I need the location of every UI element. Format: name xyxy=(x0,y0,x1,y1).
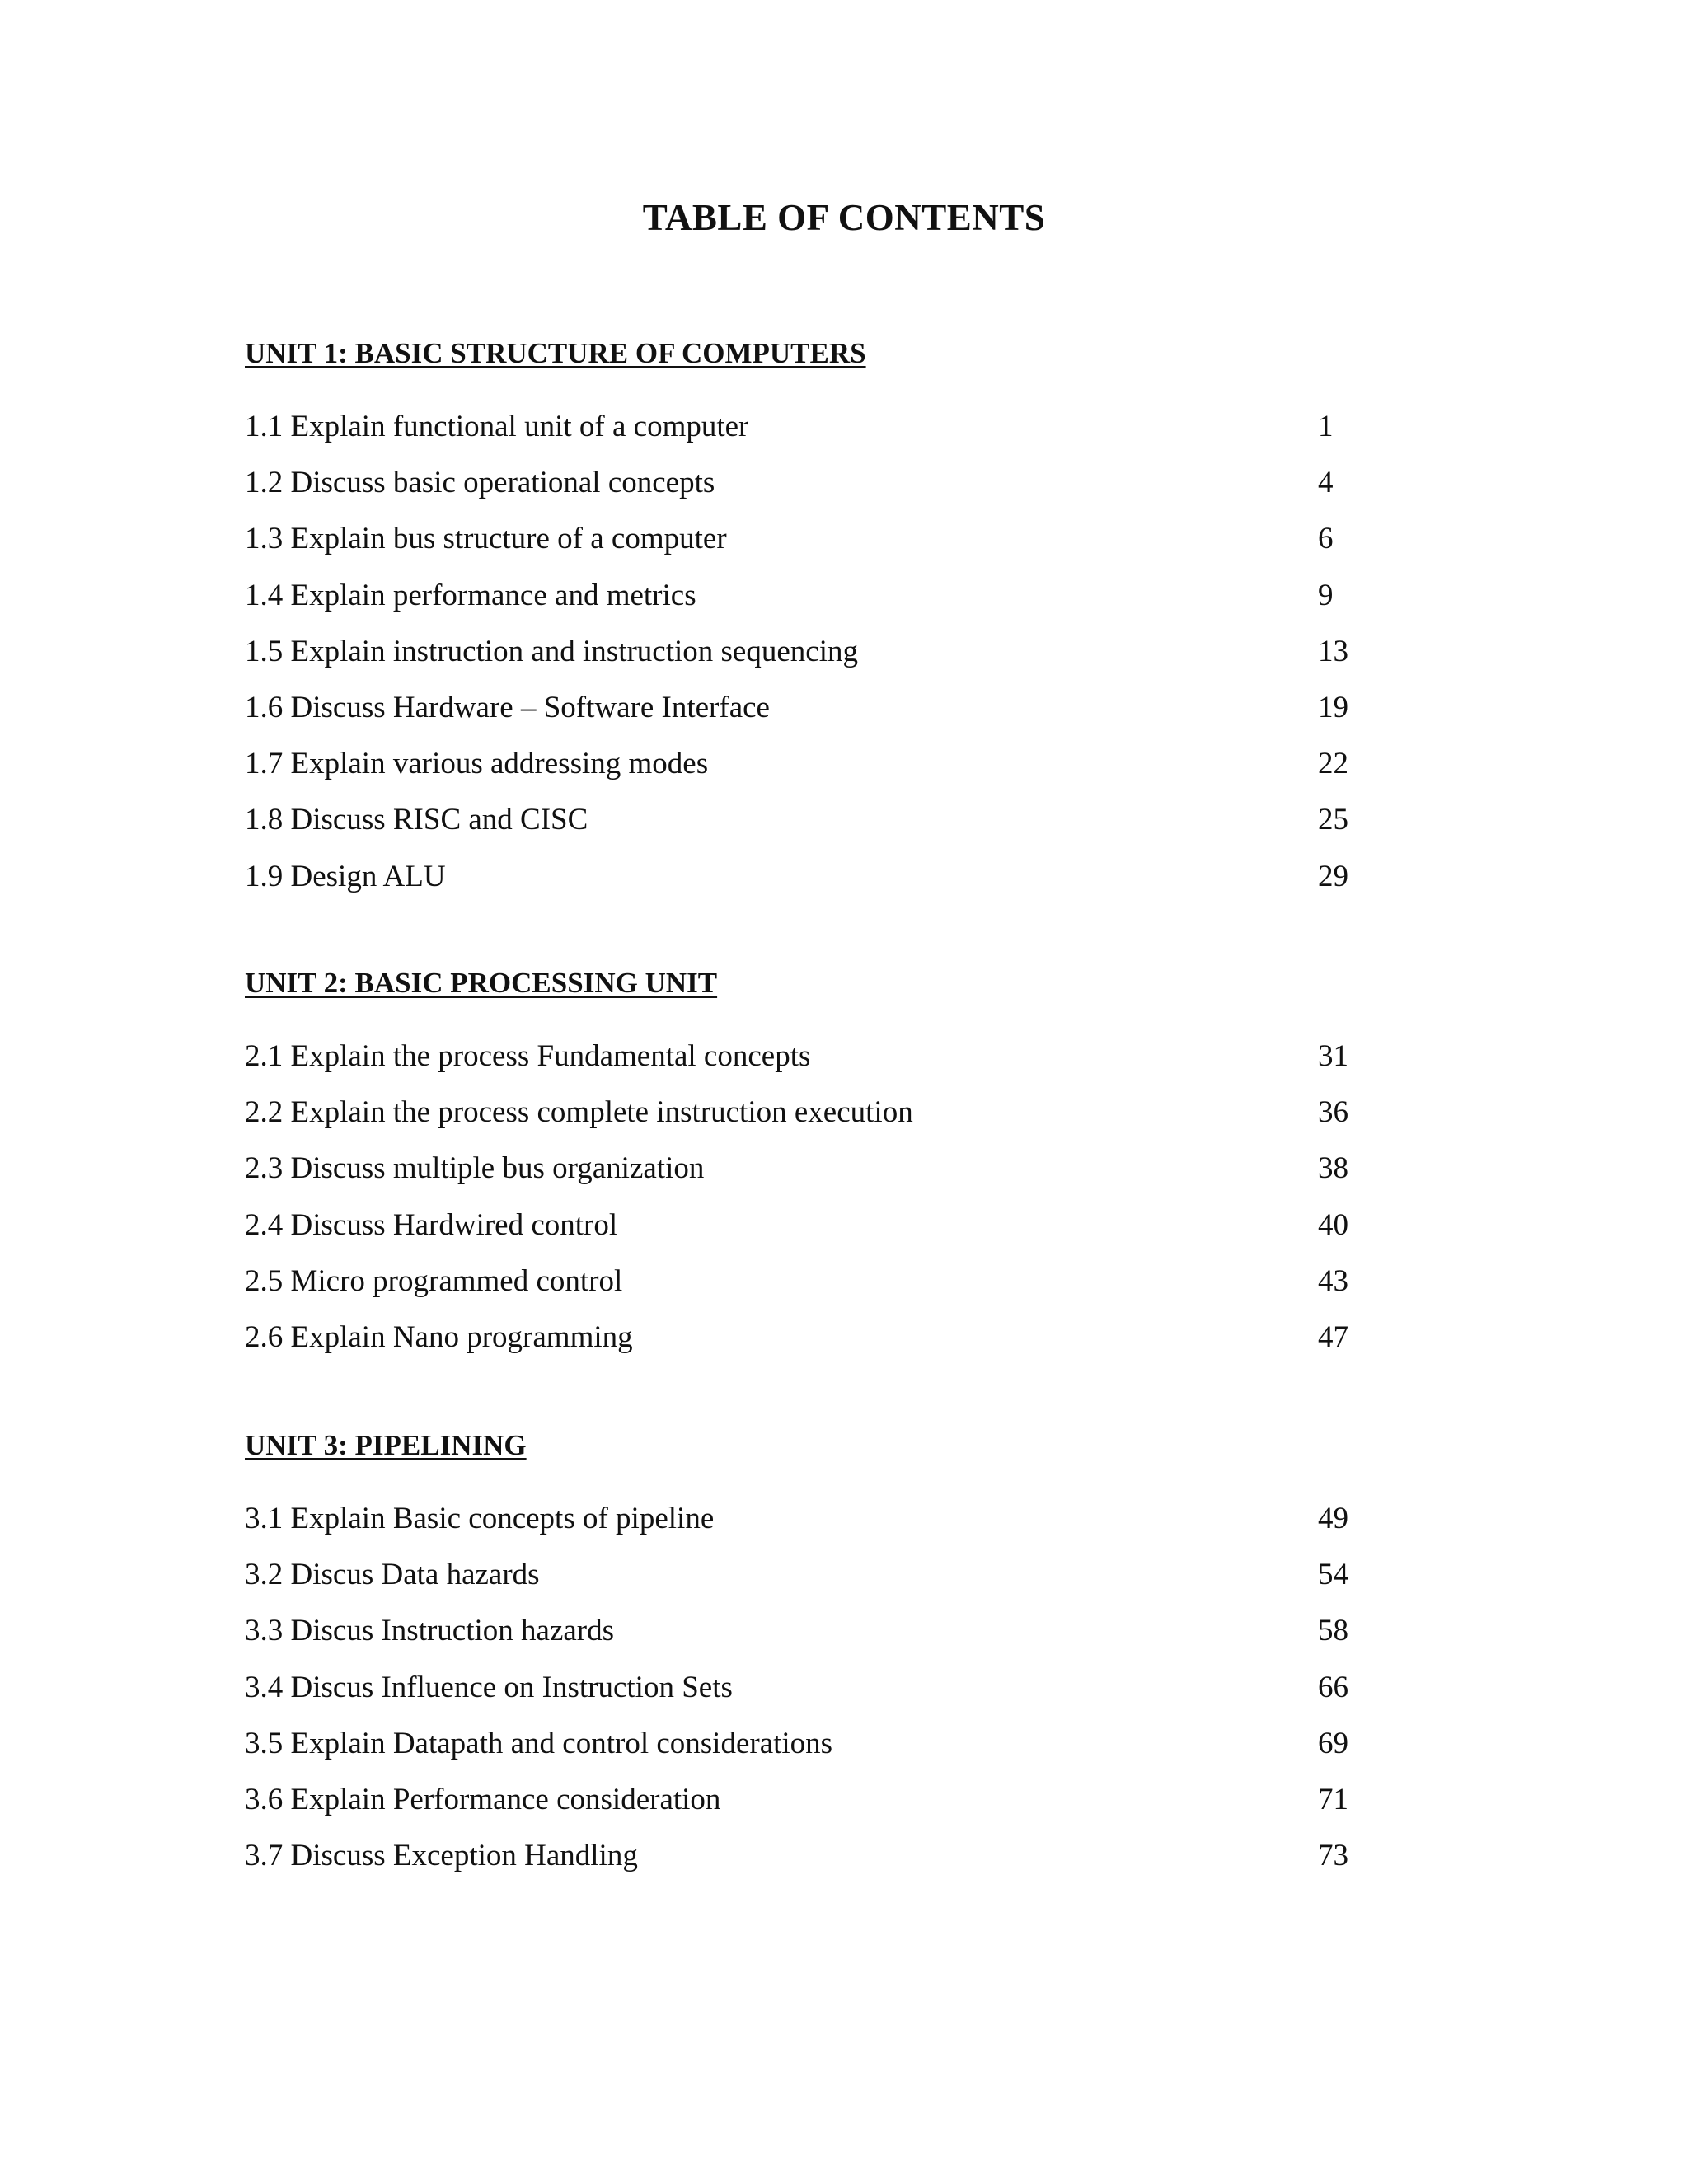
toc-entry-title: 1.7 Explain various addressing modes xyxy=(245,747,709,781)
toc-entry-page: 6 xyxy=(1318,522,1334,556)
toc-entry[interactable] xyxy=(245,511,1399,567)
toc-entry-title: 1.3 Explain bus structure of a computer xyxy=(245,522,727,556)
toc-entry-page: 9 xyxy=(1318,578,1334,612)
unit-section-3 xyxy=(245,1425,1399,1884)
toc-entry-page: 58 xyxy=(1318,1614,1348,1648)
toc-entry[interactable] xyxy=(245,1310,1399,1366)
toc-entry[interactable] xyxy=(245,1491,1399,1547)
toc-entry[interactable] xyxy=(245,1716,1399,1772)
toc-entry-title: 2.4 Discuss Hardwired control xyxy=(245,1207,618,1242)
toc-entry-title: 2.3 Discuss multiple bus organization xyxy=(245,1151,705,1186)
toc-entry[interactable] xyxy=(245,849,1399,905)
toc-entry-title: 3.6 Explain Performance consideration xyxy=(245,1782,721,1816)
toc-entry-page: 40 xyxy=(1318,1207,1348,1242)
toc-entry-title: 3.3 Discus Instruction hazards xyxy=(245,1614,615,1648)
toc-entry-page: 13 xyxy=(1318,634,1348,668)
toc-entry-page: 1 xyxy=(1318,410,1334,443)
toc-entry[interactable] xyxy=(245,624,1399,680)
toc-entry[interactable] xyxy=(245,736,1399,792)
toc-entry-page: 69 xyxy=(1318,1726,1348,1760)
toc-entry-title: 1.1 Explain functional unit of a computer xyxy=(245,410,749,443)
toc-entry-page: 38 xyxy=(1318,1151,1348,1186)
toc-entry-page: 31 xyxy=(1318,1039,1348,1073)
toc-entry-page: 47 xyxy=(1318,1319,1348,1354)
toc-entry-title: 3.2 Discus Data hazards xyxy=(245,1558,540,1592)
toc-entry-title: 1.5 Explain instruction and instruction sequencing xyxy=(245,634,858,668)
toc-entry[interactable] xyxy=(245,792,1399,848)
toc-entry-title: 1.8 Discuss RISC and CISC xyxy=(245,803,588,837)
unit-section-2 xyxy=(245,963,1399,1366)
unit-heading: UNIT 3: PIPELINING xyxy=(245,1429,527,1461)
toc-entry[interactable] xyxy=(245,399,1399,455)
toc-entry-title: 2.6 Explain Nano programming xyxy=(245,1319,633,1354)
toc-entry-page: 29 xyxy=(1318,859,1348,893)
toc-entry-title: 2.5 Micro programmed control xyxy=(245,1263,623,1298)
toc-entry-page: 19 xyxy=(1318,690,1348,724)
toc-entry-list xyxy=(245,1491,1399,1884)
toc-entry-title: 1.6 Discuss Hardware – Software Interface xyxy=(245,690,770,724)
toc-entry[interactable] xyxy=(245,1603,1399,1659)
toc-entry-page: 73 xyxy=(1318,1839,1348,1873)
toc-entry-title: 3.5 Explain Datapath and control considerations xyxy=(245,1726,833,1760)
toc-entry-title: 3.7 Discuss Exception Handling xyxy=(245,1839,638,1873)
toc-entry[interactable] xyxy=(245,1085,1399,1141)
toc-entry-page: 66 xyxy=(1318,1670,1348,1704)
toc-entry[interactable] xyxy=(245,1547,1399,1603)
toc-entry-page: 71 xyxy=(1318,1782,1348,1816)
unit-section-1 xyxy=(245,333,1399,905)
toc-entry[interactable] xyxy=(245,1029,1399,1085)
toc-entry-title: 1.2 Discuss basic operational concepts xyxy=(245,466,715,500)
toc-entry-title: 3.1 Explain Basic concepts of pipeline xyxy=(245,1502,715,1535)
toc-entry-page: 36 xyxy=(1318,1095,1348,1130)
toc-entry[interactable] xyxy=(245,680,1399,736)
unit-heading: UNIT 2: BASIC PROCESSING UNIT xyxy=(245,967,718,999)
toc-entry-title: 3.4 Discus Influence on Instruction Sets xyxy=(245,1670,733,1704)
toc-entry[interactable] xyxy=(245,1254,1399,1310)
toc-entry-title: 1.9 Design ALU xyxy=(245,859,446,893)
page-title: TABLE OF CONTENTS xyxy=(642,197,1046,238)
toc-entry-page: 25 xyxy=(1318,803,1348,837)
toc-entry-list xyxy=(245,1029,1399,1366)
toc-entry-page: 4 xyxy=(1318,466,1334,500)
toc-entry[interactable] xyxy=(245,1660,1399,1716)
toc-entry-list xyxy=(245,399,1399,905)
toc-entry-title: 1.4 Explain performance and metrics xyxy=(245,578,696,612)
toc-entry[interactable] xyxy=(245,1197,1399,1254)
toc-entry[interactable] xyxy=(245,568,1399,624)
toc-entry[interactable] xyxy=(245,455,1399,511)
toc-entry-page: 49 xyxy=(1318,1502,1348,1535)
toc-entry-page: 22 xyxy=(1318,747,1348,781)
toc-entry[interactable] xyxy=(245,1828,1399,1884)
toc-entry[interactable] xyxy=(245,1141,1399,1197)
toc-entry-title: 2.1 Explain the process Fundamental concepts xyxy=(245,1039,811,1073)
toc-entry-page: 43 xyxy=(1318,1263,1348,1298)
unit-heading: UNIT 1: BASIC STRUCTURE OF COMPUTERS xyxy=(245,337,866,369)
toc-entry-page: 54 xyxy=(1318,1558,1348,1592)
toc-entry[interactable] xyxy=(245,1772,1399,1828)
toc-entry-title: 2.2 Explain the process complete instruction execution xyxy=(245,1095,913,1130)
